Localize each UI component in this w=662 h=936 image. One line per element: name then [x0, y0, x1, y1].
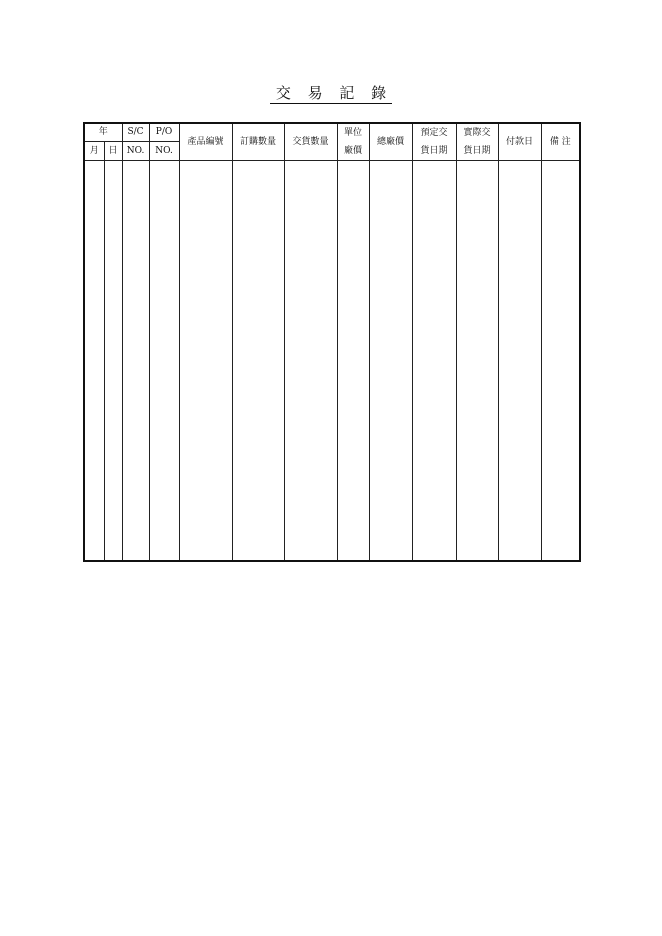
header-order-quantity: 訂購數量 — [232, 123, 284, 161]
header-actual-delivery-top: 實際交 — [463, 128, 491, 138]
header-payment-date: 付款日 — [498, 123, 541, 161]
cell-day — [104, 161, 122, 562]
header-unit-price-top: 單位 — [344, 128, 363, 138]
header-product-code: 產品編號 — [179, 123, 232, 161]
header-planned-delivery-bottom: 貨日期 — [420, 146, 448, 156]
header-actual-delivery-bottom: 貨日期 — [463, 146, 491, 156]
header-unit-price-bottom: 廠價 — [344, 146, 363, 156]
header-po-top: P/O — [149, 123, 179, 141]
cell-actual-delivery — [456, 161, 498, 562]
cell-payment-date — [498, 161, 541, 562]
cell-planned-delivery — [412, 161, 456, 562]
cell-delivered-quantity — [284, 161, 337, 562]
header-sc-top: S/C — [122, 123, 149, 141]
transaction-record-table — [83, 122, 581, 562]
page-title — [0, 84, 662, 104]
cell-product-code — [179, 161, 232, 562]
cell-po-no — [149, 161, 179, 562]
header-planned-delivery — [412, 123, 456, 161]
header-year: 年 — [84, 123, 122, 141]
cell-sc-no — [122, 161, 149, 562]
header-unit-price — [337, 123, 369, 161]
header-month: 月 — [84, 141, 104, 160]
header-po-bottom: NO. — [149, 141, 179, 160]
cell-unit-price — [337, 161, 369, 562]
cell-remarks — [541, 161, 580, 562]
table-body-row — [84, 161, 580, 562]
header-day: 日 — [104, 141, 122, 160]
header-remarks: 備 注 — [541, 123, 580, 161]
header-delivered-quantity: 交貨數量 — [284, 123, 337, 161]
header-sc-bottom: NO. — [122, 141, 149, 160]
header-total-price: 總廠價 — [369, 123, 412, 161]
header-actual-delivery — [456, 123, 498, 161]
header-planned-delivery-top: 預定交 — [420, 128, 448, 138]
cell-order-quantity — [232, 161, 284, 562]
cell-total-price — [369, 161, 412, 562]
page-title-text: 交 易 記 錄 — [270, 84, 392, 104]
cell-month — [84, 161, 104, 562]
